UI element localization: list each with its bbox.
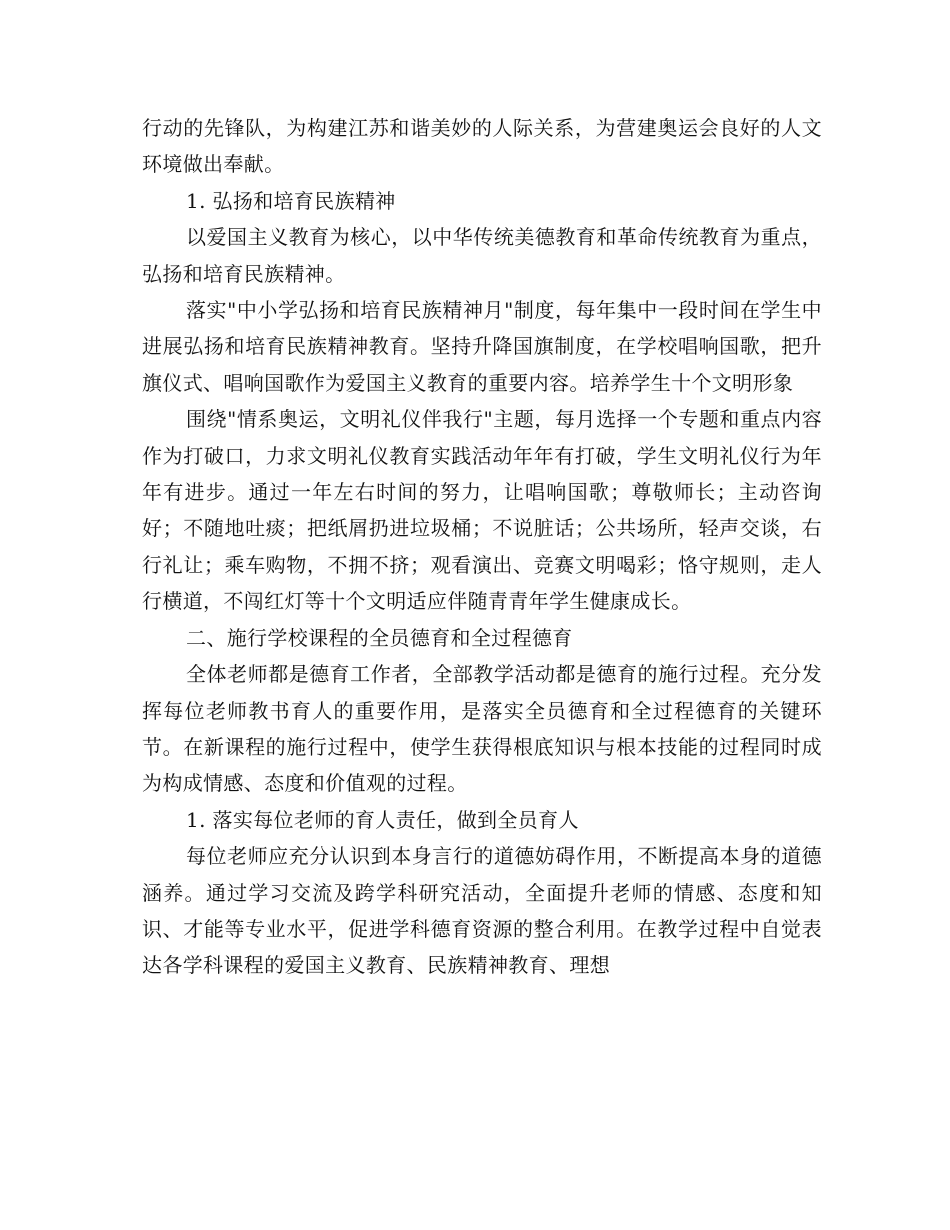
document-body [142,110,822,984]
section-heading: 二、施行学校课程的全员德育和全过程德育 [186,625,573,650]
paragraph: 行动的先锋队，为构建江苏和谐美妙的人际关系，为营建奥运会良好的人文环境做出奉献。 [142,116,822,177]
paragraph: 全体老师都是德育工作者，全部教学活动都是德育的施行过程。充分发挥每位老师教书育人的重要作用，是落实全员德育和全过程德育的关键环节。在新课程的施行过程中，使学生获得根底知识与根本技能的过程同时成为构成情感、态度和价值观的过程。 [142,662,822,796]
section-heading: 1. 弘扬和培育民族精神 [186,188,396,213]
paragraph: 落实"中小学弘扬和培育民族精神月"制度，每年集中一段时间在学生中进展弘扬和培育民族精神教育。坚持升降国旗制度，在学校唱响国歌，把升旗仪式、唱响国歌作为爱国主义教育的重要内容。培养学生十个文明形象 [142,298,822,395]
paragraph: 围绕"情系奥运，文明礼仪伴我行"主题，每月选择一个专题和重点内容作为打破口，力求文明礼仪教育实践活动年年有打破，学生文明礼仪行为年年有进步。通过一年左右时间的努力，让唱响国歌；尊敬师长；主动咨询好；不随地吐痰；把纸屑扔进垃圾桶；不说脏话；公共场所，轻声交谈，右行礼让；乘车购物，不拥不挤；观看演出、竞赛文明喝彩；恪守规则，走人行横道，不闯红灯等十个文明适应伴随青青年学生健康成长。 [142,407,822,614]
section-heading: 1. 落实每位老师的育人责任，做到全员育人 [186,807,579,832]
paragraph: 以爱国主义教育为核心，以中华传统美德教育和革命传统教育为重点，弘扬和培育民族精神。 [142,225,822,286]
paragraph: 每位老师应充分认识到本身言行的道德妨碍作用，不断提高本身的道德涵养。通过学习交流及跨学科研究活动，全面提升老师的情感、态度和知识、才能等专业水平，促进学科德育资源的整合利用。在教学过程中自觉表达各学科课程的爱国主义教育、民族精神教育、理想 [142,844,822,978]
